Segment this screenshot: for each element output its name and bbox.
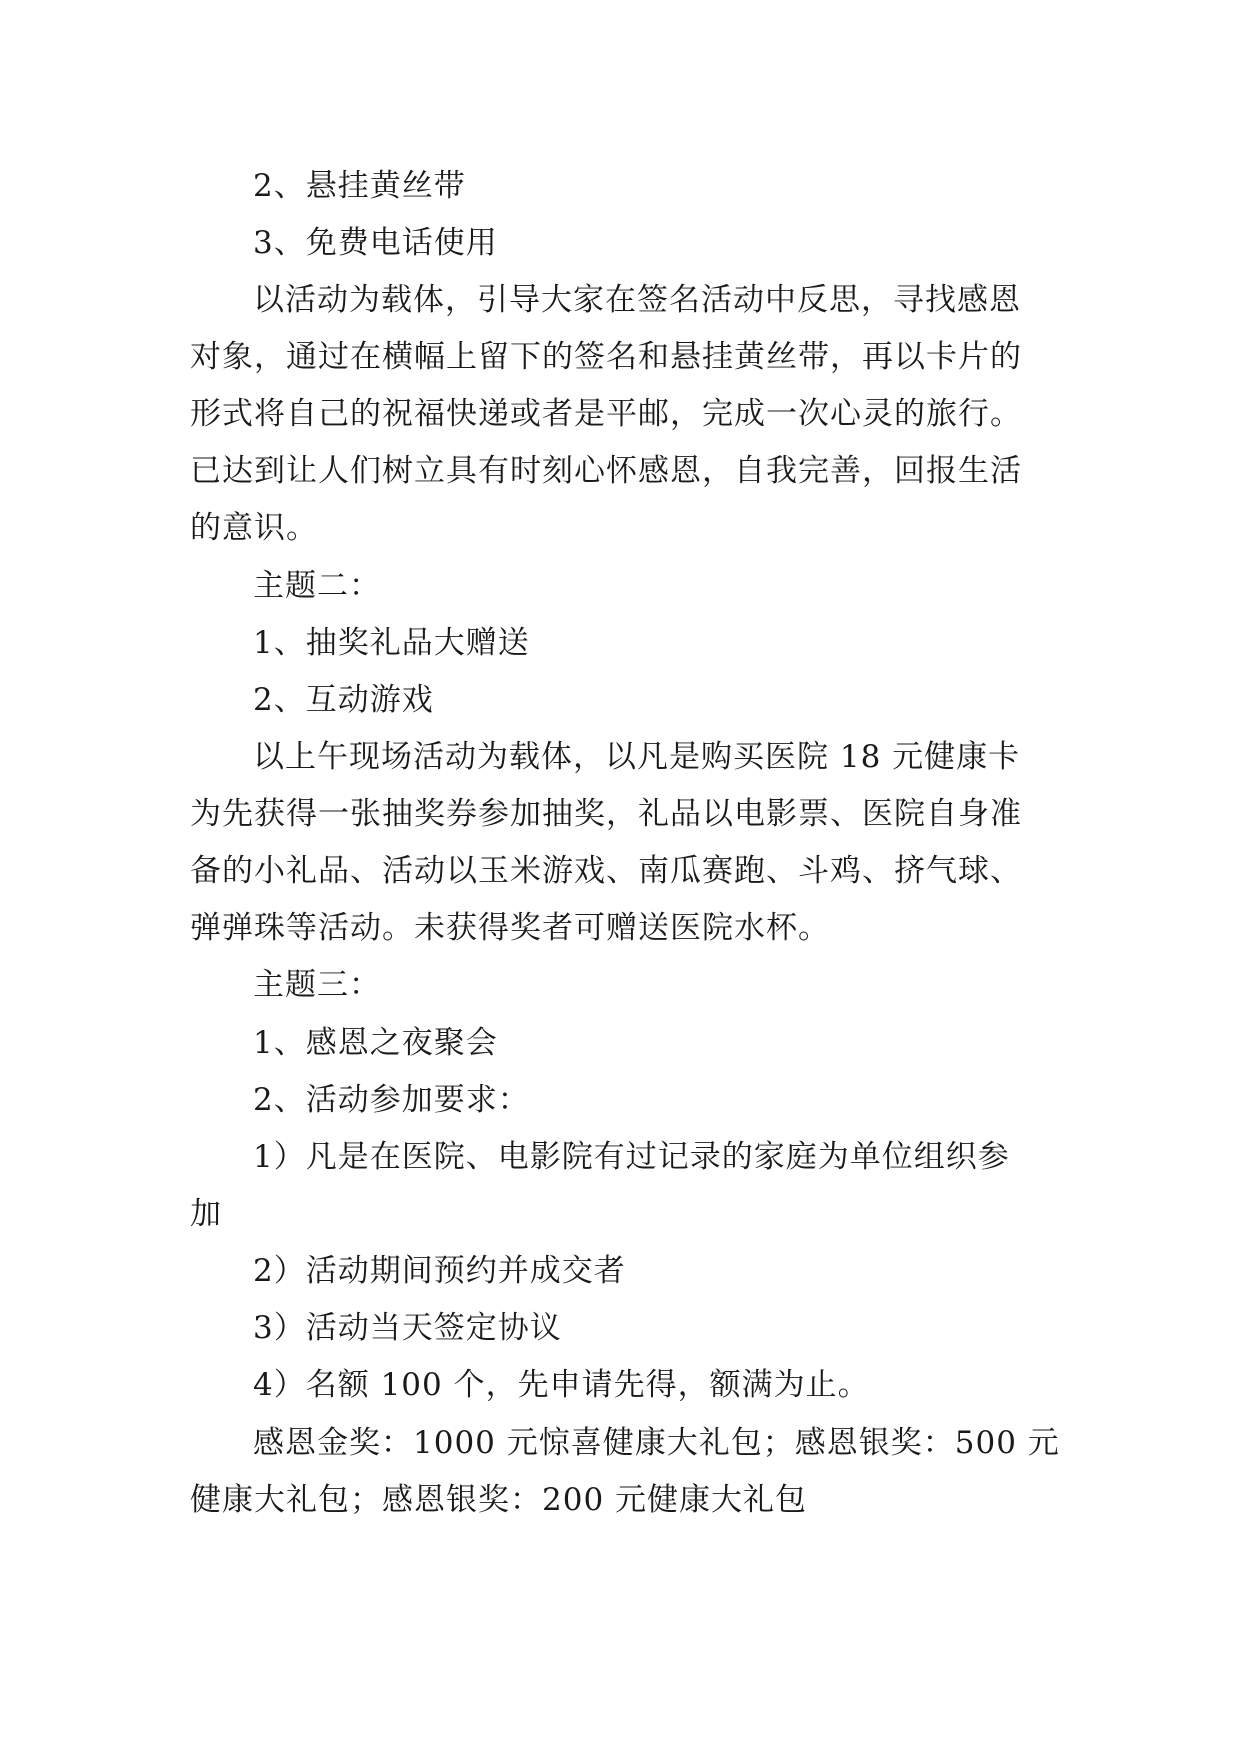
list-item-thanksgiving-party: 1、感恩之夜聚会 — [253, 1025, 498, 1061]
prize-description: 感恩金奖：1000 元惊喜健康大礼包；感恩银奖：500 元 — [253, 1425, 1060, 1461]
paragraph-line: 弹弹珠等活动。未获得奖者可赠送医院水杯。 — [190, 910, 830, 946]
paragraph-line: 形式将自己的祝福快递或者是平邮，完成一次心灵的旅行。 — [190, 396, 1022, 432]
requirement-item: 3）活动当天签定协议 — [253, 1310, 562, 1346]
requirement-item: 4）名额 100 个，先申请先得，额满为止。 — [253, 1367, 870, 1403]
list-item-lottery: 1、抽奖礼品大赠送 — [253, 625, 530, 661]
section-heading-theme-two: 主题二： — [253, 568, 381, 604]
list-item-free-phone: 3、免费电话使用 — [253, 225, 498, 261]
paragraph-line: 以活动为载体，引导大家在签名活动中反思，寻找感恩 — [253, 282, 1021, 318]
prize-description: 健康大礼包；感恩银奖：200 元健康大礼包 — [190, 1482, 808, 1518]
section-heading-theme-three: 主题三： — [253, 967, 381, 1003]
paragraph-line: 备的小礼品、活动以玉米游戏、南瓜赛跑、斗鸡、挤气球、 — [190, 853, 1022, 889]
paragraph-line: 以上午现场活动为载体，以凡是购买医院 18 元健康卡 — [253, 739, 1021, 775]
list-item-interactive-games: 2、互动游戏 — [253, 682, 434, 718]
list-item-hang-yellow-ribbon: 2、悬挂黄丝带 — [253, 168, 466, 204]
paragraph-line: 已达到让人们树立具有时刻心怀感恩，自我完善，回报生活 — [190, 453, 1022, 489]
paragraph-line: 的意识。 — [190, 510, 318, 546]
requirement-item: 2）活动期间预约并成交者 — [253, 1253, 626, 1289]
list-item-requirements: 2、活动参加要求： — [253, 1082, 530, 1118]
paragraph-line: 为先获得一张抽奖券参加抽奖，礼品以电影票、医院自身准 — [190, 796, 1022, 832]
requirement-item: 1）凡是在医院、电影院有过记录的家庭为单位组织参 — [253, 1139, 1010, 1175]
paragraph-line: 对象，通过在横幅上留下的签名和悬挂黄丝带，再以卡片的 — [190, 339, 1022, 375]
requirement-item-continuation: 加 — [190, 1196, 222, 1232]
